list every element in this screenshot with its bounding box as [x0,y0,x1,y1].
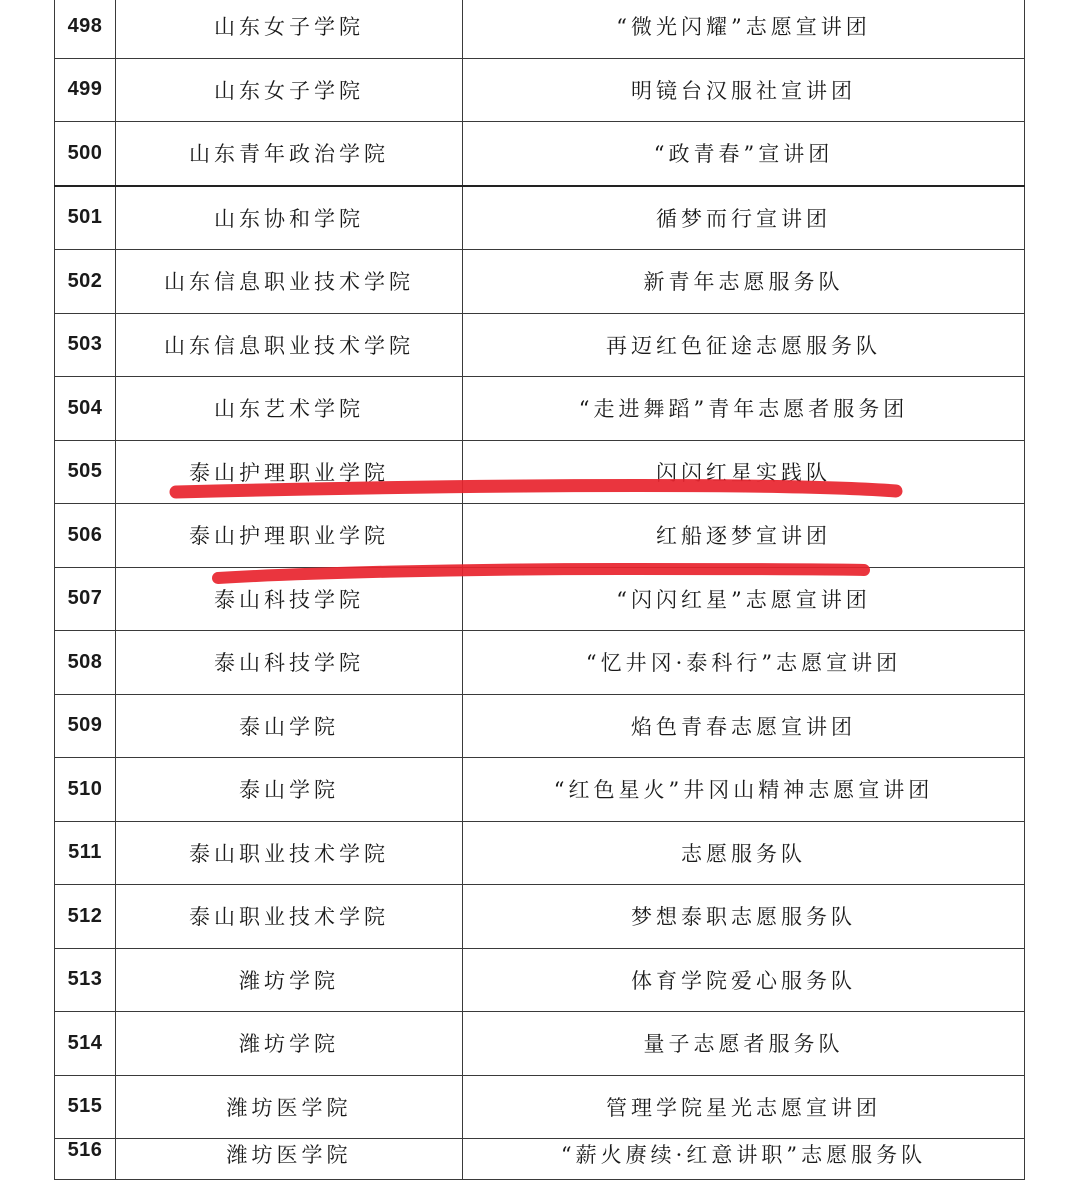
table-row [55,0,1025,58]
row-number: 503 [55,313,116,377]
team-name: 焰色青春志愿宣讲团 [463,694,1025,758]
school-name: 泰山学院 [116,694,463,758]
table-row [55,885,1025,949]
team-name: 再迈红色征途志愿服务队 [463,313,1025,377]
school-name: 泰山科技学院 [116,631,463,695]
table-row [55,758,1025,822]
table-body [55,0,1025,1180]
volunteer-team-table [54,0,1025,1180]
team-name: “闪闪红星”志愿宣讲团 [463,567,1025,631]
team-name: 闪闪红星实践队 [463,440,1025,504]
row-number: 499 [55,58,116,122]
row-number: 513 [55,948,116,1012]
row-number: 507 [55,567,116,631]
team-name: “政青春”宣讲团 [463,122,1025,186]
table-row [55,631,1025,695]
table-row-highlighted [55,504,1025,568]
row-number: 512 [55,885,116,949]
team-name: 体育学院爱心服务队 [463,948,1025,1012]
row-number: 505 [55,440,116,504]
team-name: 新青年志愿服务队 [463,250,1025,314]
school-name: 泰山护理职业学院 [116,440,463,504]
school-name: 泰山科技学院 [116,567,463,631]
row-number: 502 [55,250,116,314]
row-number: 511 [55,821,116,885]
row-number: 510 [55,758,116,822]
table-row [55,58,1025,122]
team-name: 红船逐梦宣讲团 [463,504,1025,568]
school-name: 潍坊学院 [116,1012,463,1076]
team-name: 循梦而行宣讲团 [463,186,1025,250]
school-name: 山东青年政治学院 [116,122,463,186]
school-name: 山东艺术学院 [116,377,463,441]
team-name: 量子志愿者服务队 [463,1012,1025,1076]
school-name: 泰山学院 [116,758,463,822]
team-name: 志愿服务队 [463,821,1025,885]
school-name: 潍坊医学院 [116,1139,463,1180]
school-name: 山东协和学院 [116,186,463,250]
team-name: “忆井冈·泰科行”志愿宣讲团 [463,631,1025,695]
table-row [55,948,1025,1012]
row-number: 514 [55,1012,116,1076]
table-row [55,1012,1025,1076]
school-name: 山东信息职业技术学院 [116,250,463,314]
school-name: 泰山职业技术学院 [116,885,463,949]
table-row [55,250,1025,314]
school-name: 泰山职业技术学院 [116,821,463,885]
table-row [55,313,1025,377]
school-name: 潍坊学院 [116,948,463,1012]
row-number: 509 [55,694,116,758]
table-row [55,186,1025,250]
table-row [55,122,1025,186]
school-name: 山东女子学院 [116,0,463,58]
row-number: 506 [55,504,116,568]
table-row [55,821,1025,885]
row-number: 516 [55,1139,116,1180]
school-name: 山东女子学院 [116,58,463,122]
row-number: 498 [55,0,116,58]
row-number: 508 [55,631,116,695]
table-row [55,377,1025,441]
school-name: 潍坊医学院 [116,1075,463,1139]
table-row [55,694,1025,758]
row-number: 501 [55,186,116,250]
school-name: 泰山护理职业学院 [116,504,463,568]
team-name: “红色星火”井冈山精神志愿宣讲团 [463,758,1025,822]
table-row-partial [55,1139,1025,1180]
row-number: 500 [55,122,116,186]
row-number: 515 [55,1075,116,1139]
table-row-highlighted [55,440,1025,504]
school-name: 山东信息职业技术学院 [116,313,463,377]
team-name: “微光闪耀”志愿宣讲团 [463,0,1025,58]
table-row [55,567,1025,631]
team-name: “走进舞蹈”青年志愿者服务团 [463,377,1025,441]
team-name: 梦想泰职志愿服务队 [463,885,1025,949]
row-number: 504 [55,377,116,441]
team-name: 明镜台汉服社宣讲团 [463,58,1025,122]
team-name: 管理学院星光志愿宣讲团 [463,1075,1025,1139]
table-row [55,1075,1025,1139]
team-name: “薪火赓续·红意讲职”志愿服务队 [463,1139,1025,1180]
